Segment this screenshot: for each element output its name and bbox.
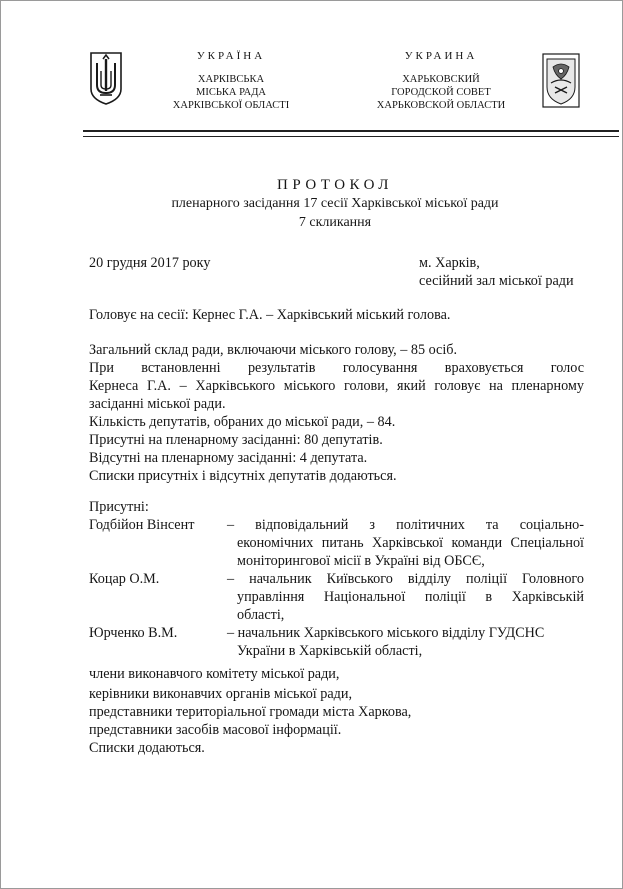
header-divider-thick [83, 130, 619, 132]
other-attendees-line: члени виконавчого комітету міської ради, [89, 666, 340, 682]
session-hall: сесійний зал міської ради [419, 273, 574, 289]
other-attendees-line: представники засобів масової інформації. [89, 722, 342, 738]
elected-count: Кількість депутатів, обраних до міської ради, – 84. [89, 414, 396, 430]
vote-note-line1: При встановленні результатів голосування враховується голос [89, 360, 584, 376]
other-attendees-line: представники територіальної громади міста Харкова, [89, 704, 412, 720]
trident-coat-of-arms-icon [89, 51, 123, 106]
council-name-line3: ХАРКІВСЬКОЇ ОБЛАСТІ [172, 100, 290, 111]
attendee-role-line: управління Національної поліції в Харківській [237, 589, 584, 605]
country-name-ua: УКРАЇНА [196, 50, 266, 62]
vote-note-line2: Кернеса Г.А. – Харківського міського голови, який головує на пленарному [89, 378, 584, 394]
kharkiv-city-coat-of-arms-icon [542, 53, 580, 108]
attendee-role-line: моніторингової місії в Україні від ОБСЄ, [237, 553, 485, 569]
attendees-closing: Списки додаються. [89, 740, 205, 756]
council-name-ru-line1: ХАРЬКОВСКИЙ [402, 74, 480, 85]
council-total: Загальний склад ради, включаючи міського голову, – 85 осіб. [89, 342, 458, 358]
header-divider-thin [83, 136, 619, 137]
present-count: Присутні на пленарному засіданні: 80 депутатів. [89, 432, 383, 448]
session-subtitle: пленарного засідання 17 сесії Харківської міської ради [171, 196, 499, 211]
council-name-line1: ХАРКІВСЬКА [197, 74, 265, 85]
attendee-role-line: – начальник Київського відділу поліції Головного [227, 571, 584, 587]
absent-count: Відсутні на пленарному засіданні: 4 депутата. [89, 450, 368, 466]
session-chair: Головує на сесії: Кернес Г.А. – Харківський міський голова. [89, 307, 451, 323]
attendee-role-line: України в Харківській області, [237, 643, 423, 659]
council-name-line2: МІСЬКА РАДА [196, 87, 266, 98]
council-name-ru-line2: ГОРОДСКОЙ СОВЕТ [391, 87, 491, 98]
country-name-ru: УКРАИНА [404, 50, 478, 62]
attendee-name: Юрченко В.М. [89, 625, 178, 641]
attendee-name: Коцар О.М. [89, 571, 160, 587]
vote-note-line3: засіданні міської ради. [89, 396, 226, 412]
other-attendees-line: керівники виконавчих органів міської ради, [89, 686, 353, 702]
convocation-subtitle: 7 скликання [298, 215, 372, 230]
attendee-role-line: – начальник Харківського міського відділу ГУДСНС [227, 625, 545, 641]
document-title: ПРОТОКОЛ [277, 177, 393, 193]
attendee-role-line: – відповідальний з політичних та соціально- [227, 517, 584, 533]
attendees-heading: Присутні: [89, 499, 149, 515]
lists-note: Списки присутніх і відсутніх депутатів додаються. [89, 468, 397, 484]
attendee-role-line: економічних питань Харківської команди Спеціальної [237, 535, 584, 551]
attendee-role-line: області, [237, 607, 285, 623]
session-date: 20 грудня 2017 року [89, 255, 211, 271]
session-city: м. Харків, [419, 255, 480, 271]
council-name-ru-line3: ХАРЬКОВСКОЙ ОБЛАСТИ [376, 100, 506, 111]
attendee-name: Годбійон Вінсент [89, 517, 195, 533]
